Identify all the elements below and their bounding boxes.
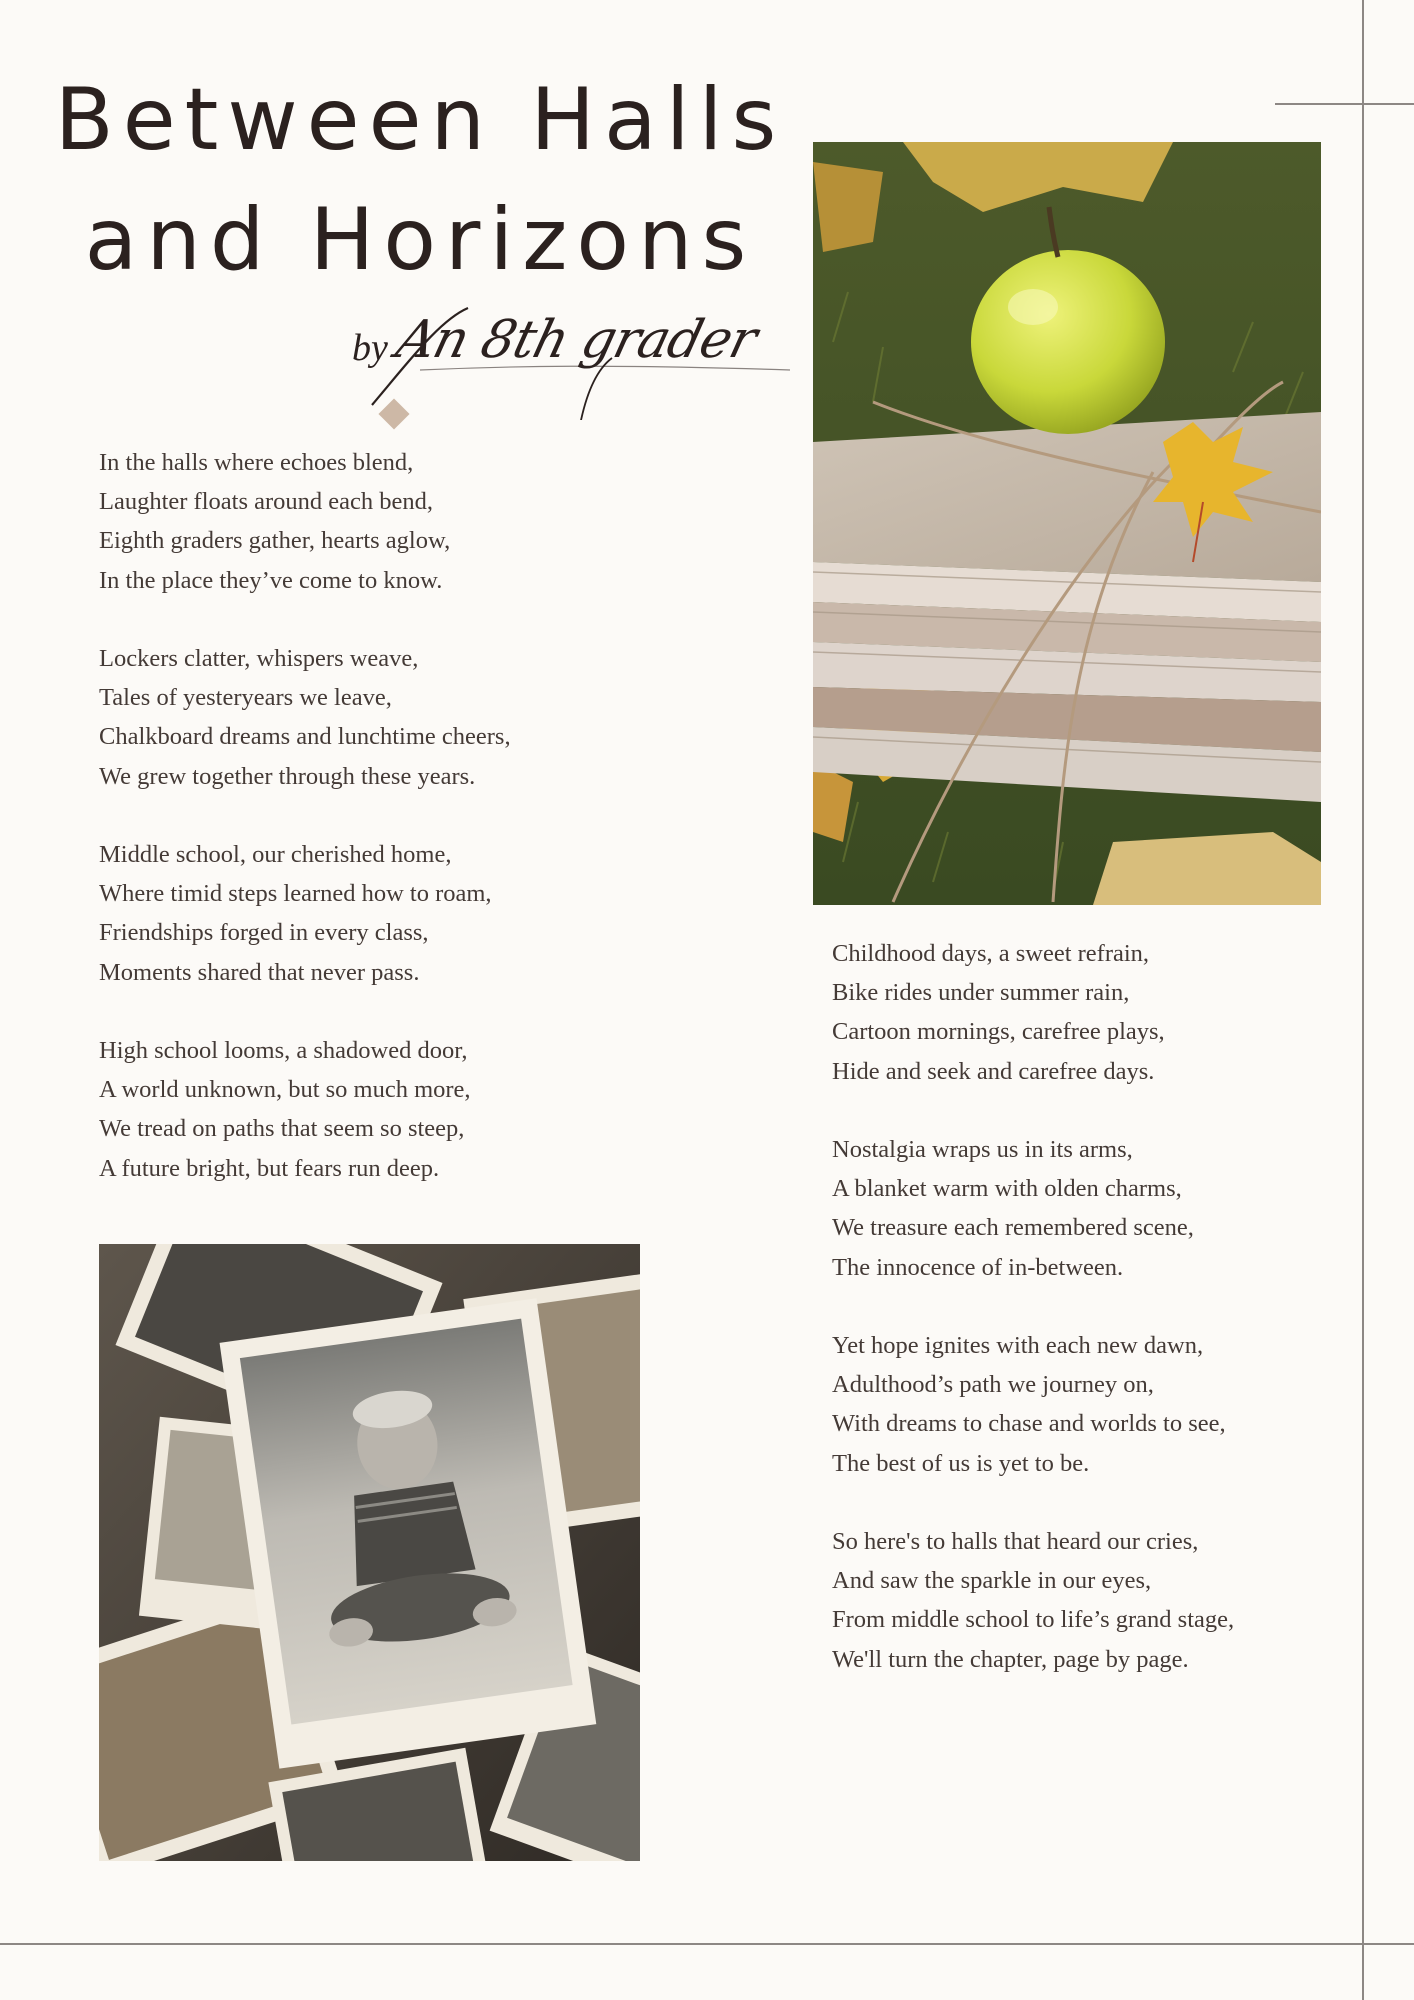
stanza [99, 835, 559, 992]
stanza [99, 639, 559, 796]
poem-right-column [832, 934, 1282, 1718]
stanza [99, 443, 559, 600]
vintage-photos-illustration [99, 1244, 640, 1861]
stanza [832, 934, 1282, 1091]
bottom-rule [0, 1943, 1414, 1945]
poem-line: A future bright, but fears run deep. [99, 1154, 440, 1182]
apple-books-photo [813, 142, 1321, 905]
byline [350, 300, 800, 420]
byline-by: by [352, 327, 388, 369]
poem-line: Childhood days, a sweet refrain, [832, 940, 1150, 967]
poem-line: Bike rides under summer rain, [832, 979, 1130, 1007]
poem-line: Lockers clatter, whispers weave, [99, 645, 419, 672]
poem-line: Moments shared that never pass. [99, 958, 420, 986]
poem-line: Chalkboard dreams and lunchtime cheers, [99, 723, 511, 751]
poem-line: Hide and seek and carefree days. [832, 1057, 1155, 1085]
title-line-2: and Horizons [84, 190, 756, 290]
poem-line: And saw the sparkle in our eyes, [832, 1567, 1152, 1595]
poem-line: A world unknown, but so much more, [99, 1076, 471, 1104]
stanza [99, 1031, 559, 1188]
poem-line: In the place they’ve come to know. [99, 566, 443, 594]
poem-line: Cartoon mornings, carefree plays, [832, 1018, 1165, 1046]
poem-line: With dreams to chase and worlds to see, [832, 1410, 1226, 1438]
stanza [832, 1522, 1282, 1679]
page-title [40, 60, 800, 300]
poem-left-column [99, 443, 559, 1227]
poem-line: So here's to halls that heard our cries, [832, 1528, 1199, 1555]
poem-line: The innocence of in-between. [832, 1253, 1124, 1281]
poem-line: We treasure each remembered scene, [832, 1214, 1194, 1242]
vintage-photos-photo [99, 1244, 640, 1861]
poem-line: In the halls where echoes blend, [99, 449, 414, 476]
poem-line: Nostalgia wraps us in its arms, [832, 1136, 1133, 1163]
top-right-rule [1275, 103, 1414, 105]
poem-line: The best of us is yet to be. [832, 1449, 1090, 1477]
right-vertical-rule [1362, 0, 1364, 2000]
poem-line: Friendships forged in every class, [99, 919, 429, 947]
poem-line: Adulthood’s path we journey on, [832, 1371, 1154, 1399]
poem-line: Middle school, our cherished home, [99, 841, 452, 868]
title-line-1: Between Halls [54, 70, 786, 170]
poem-line: We tread on paths that seem so steep, [99, 1115, 465, 1143]
poem-line: Yet hope ignites with each new dawn, [832, 1332, 1204, 1359]
author-signature: An 8th grader [390, 310, 763, 370]
poem-line: From middle school to life’s grand stage, [832, 1606, 1235, 1634]
poem-line: Laughter floats around each bend, [99, 488, 434, 516]
poem-line: Tales of yesteryears we leave, [99, 684, 392, 712]
poem-line: We'll turn the chapter, page by page. [832, 1645, 1189, 1673]
stanza [832, 1130, 1282, 1287]
stanza [832, 1326, 1282, 1483]
poem-line: A blanket warm with olden charms, [832, 1175, 1182, 1203]
poem-line: Where timid steps learned how to roam, [99, 880, 492, 908]
apple-books-illustration [813, 142, 1321, 905]
poem-line: High school looms, a shadowed door, [99, 1037, 468, 1064]
poem-line: Eighth graders gather, hearts aglow, [99, 527, 451, 555]
poem-line: We grew together through these years. [99, 762, 476, 790]
